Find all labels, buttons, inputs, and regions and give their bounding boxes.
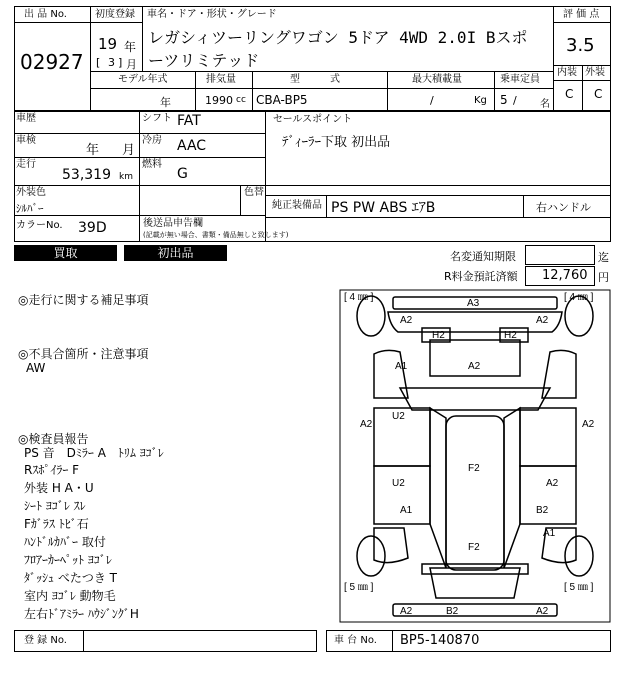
score: 3.5: [566, 35, 595, 56]
max-load-unit: Kg: [474, 95, 487, 106]
inspector-line: Fｶﾞﾗｽ ﾄﾋﾞ石: [24, 517, 89, 531]
inspector-line: ﾊﾝﾄﾞﾙｶﾊﾞｰ 取付: [24, 535, 106, 549]
capacity-unit: 名: [540, 99, 550, 110]
exterior-color-label: 外装色: [16, 187, 46, 198]
type-value: CBA-BP5: [256, 93, 308, 107]
genuine: PS PW ABS ｴｱB: [331, 200, 436, 216]
color-change-label: 色替: [244, 187, 264, 198]
sales-point-label: セールスポイント: [273, 114, 353, 125]
interior-grade: C: [565, 87, 574, 101]
inspector-line: ﾌﾛｱｰｶｰﾍﾟｯﾄ ﾖｺﾞﾚ: [24, 553, 112, 567]
shift: FAT: [177, 113, 201, 129]
inspection-year-unit: 年: [86, 143, 100, 158]
inspector-line: ﾀﾞｯｼｭ べたつき T: [24, 571, 117, 585]
damage-code: A2: [400, 315, 413, 326]
car-name-label: 車名・ドア・形状・グレード: [147, 9, 277, 20]
fuel: G: [177, 166, 188, 182]
capacity-sep: /: [513, 94, 517, 107]
damage-code: A3: [467, 298, 480, 309]
inspector-line: Rｽﾎﾟｲﾗｰ F: [24, 463, 80, 477]
model-year-label: モデル年式: [118, 74, 168, 85]
first-reg-year-unit: 年: [124, 40, 137, 54]
type-label: 型 式: [290, 74, 340, 85]
sales-point: ﾃﾞｨｰﾗｰ下取 初出品: [282, 135, 391, 150]
damage-code: A2: [536, 606, 549, 617]
inspector-label: ◎検査員報告: [18, 432, 89, 446]
aftermarket-label: 後送品申告欄: [143, 218, 203, 229]
damage-code: A2: [400, 606, 413, 617]
inspector-line: 外装 H A・U: [24, 481, 94, 495]
first-reg-label: 初度登録: [95, 9, 135, 20]
notice-label: 名変通知期限: [450, 250, 516, 263]
aftermarket-note: (記載が無い場合、書類・備品無しと致します): [143, 231, 289, 239]
damage-code: A1: [543, 528, 556, 539]
damage-code: A2: [546, 478, 559, 489]
shift-label: シフト: [142, 113, 172, 124]
tire-tread-front-left: [ 4 ㎜ ]: [344, 292, 374, 303]
damage-code: H2: [504, 330, 517, 341]
exterior-color: ｼﾙﾊﾞｰ: [16, 202, 44, 215]
first-reg-month-unit: 月: [126, 58, 137, 71]
first-listing-button[interactable]: 初出品: [124, 245, 227, 261]
damage-code: F2: [468, 463, 480, 474]
steering: 右ハンドル: [536, 201, 591, 214]
damage-code: A1: [400, 505, 413, 516]
first-reg-month: 3: [108, 56, 115, 69]
mileage: 53,319: [62, 167, 111, 183]
recycle-label: R料金預託済額: [444, 270, 518, 283]
genuine-label: 純正装備品: [272, 200, 322, 211]
reg-no-label: 登 録 No.: [24, 635, 67, 646]
color-no-label: カラーNo.: [16, 220, 63, 231]
car-name-line1: レガシィツーリングワゴン 5ドア 4WD 2.0I Bスポ: [148, 28, 528, 47]
capacity: 5: [500, 93, 508, 107]
recycle-unit: 円: [598, 271, 609, 284]
damage-code: B2: [536, 505, 549, 516]
damage-code: A2: [582, 419, 595, 430]
defects-value: AW: [26, 361, 46, 375]
displacement-label: 排気量: [206, 74, 236, 85]
mileage-label: 走行: [16, 159, 36, 170]
inspection-label: 車検: [16, 135, 36, 146]
score-label: 評 価 点: [563, 9, 600, 20]
lot-no: 02927: [20, 50, 84, 74]
car-name-line2: ーツリミテッド: [148, 51, 260, 70]
chassis-label: 車 台 No.: [334, 635, 377, 646]
displacement-unit: cc: [236, 95, 246, 105]
capacity-label: 乗車定員: [500, 74, 540, 85]
inspector-line: PS 音 Dﾐﾗｰ A ﾄﾘﾑ ﾖｺﾞﾚ: [24, 446, 164, 460]
max-load-label: 最大積載量: [412, 74, 462, 85]
lot-no-label: 出 品 No.: [24, 9, 67, 20]
damage-code: F2: [468, 542, 480, 553]
inspection-month-unit: 月: [122, 143, 136, 158]
mileage-unit: km: [119, 172, 133, 182]
inspector-line: 左右ﾄﾞｱﾐﾗｰ ﾊｳｼﾞﾝｸﾞH: [24, 607, 139, 621]
damage-code: U2: [392, 411, 405, 422]
chassis-no: BP5-140870: [400, 633, 480, 648]
damage-code: A2: [468, 361, 481, 372]
notice-field: [525, 245, 595, 265]
displacement: 1990: [205, 94, 233, 107]
damage-code: A2: [360, 419, 373, 430]
damage-code: A2: [536, 315, 549, 326]
first-reg-year: 19: [98, 35, 118, 53]
interior-label: 内装: [557, 67, 577, 78]
history-label: 車歴: [16, 113, 36, 124]
tire-tread-rear-left: [ 5 ㎜ ]: [344, 582, 374, 593]
tire-tread-front-right: [ 4 ㎜ ]: [564, 292, 594, 303]
defects-label: ◎不具合箇所・注意事項: [18, 347, 149, 361]
exterior-grade: C: [594, 87, 603, 101]
driving-notes-label: ◎走行に関する補足事項: [18, 293, 149, 307]
model-year-unit: 年: [160, 96, 171, 109]
car-damage-diagram: [338, 288, 612, 624]
fuel-label: 燃料: [142, 159, 162, 170]
recycle-value: 12,760: [542, 268, 588, 283]
inspector-line: 室内 ﾖｺﾞﾚ 動物毛: [24, 589, 116, 603]
notice-unit: 迄: [598, 251, 609, 264]
exterior-label: 外装: [585, 67, 605, 78]
inspector-line: ｼｰﾄ ﾖｺﾞﾚ ｽﾚ: [24, 499, 86, 513]
damage-code: H2: [432, 330, 445, 341]
tire-tread-rear-right: [ 5 ㎜ ]: [564, 582, 594, 593]
ac-label: 冷房: [142, 135, 162, 146]
damage-code: A1: [395, 361, 408, 372]
color-no: 39D: [78, 220, 107, 236]
damage-code: B2: [446, 606, 459, 617]
max-load-sep: /: [430, 94, 434, 107]
ac: AAC: [177, 138, 207, 154]
damage-code: U2: [392, 478, 405, 489]
buy-button[interactable]: 買取: [14, 245, 117, 261]
